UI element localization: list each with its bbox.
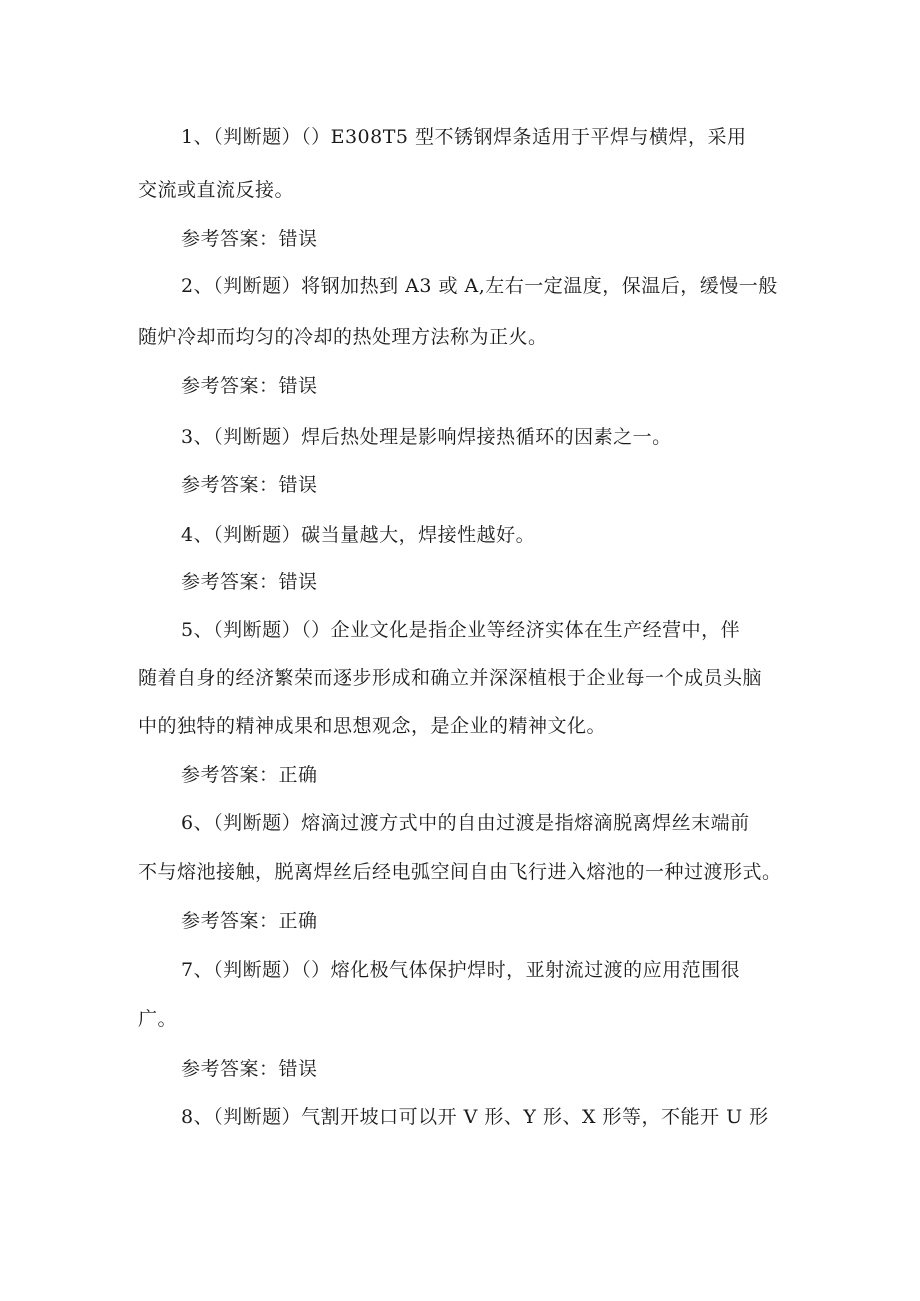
question-3-answer: 参考答案：错误 — [181, 474, 318, 496]
question-2-line-2: 随炉冷却而均匀的冷却的热处理方法称为正火。 — [138, 326, 548, 348]
question-1-line-1: 1、（判断题）（）E308T5 型不锈钢焊条适用于平焊与横焊，采用 — [181, 126, 747, 148]
question-8-line-1: 8、（判断题）气割开坡口可以开 V 形、Y 形、X 形等，不能开 U 形 — [181, 1106, 769, 1128]
question-3-line-1: 3、（判断题）焊后热处理是影响焊接热循环的因素之一。 — [181, 426, 672, 448]
question-6-line-1: 6、（判断题）熔滴过渡方式中的自由过渡是指熔滴脱离焊丝末端前 — [181, 812, 750, 834]
question-2-line-1: 2、（判断题）将钢加热到 A3 或 A,左右一定温度，保温后，缓慢一般 — [181, 275, 778, 297]
question-4-answer: 参考答案：错误 — [181, 571, 318, 593]
question-7-answer: 参考答案：错误 — [181, 1058, 318, 1080]
question-5-line-3: 中的独特的精神成果和思想观念，是企业的精神文化。 — [138, 715, 607, 737]
question-6-line-2: 不与熔池接触，脱离焊丝后经电弧空间自由飞行进入熔池的一种过渡形式。 — [138, 861, 782, 883]
question-5-answer: 参考答案：正确 — [181, 764, 318, 786]
question-7-line-2: 广。 — [138, 1008, 178, 1030]
question-5-line-2: 随着自身的经济繁荣而逐步形成和确立并深深植根于企业每一个成员头脑 — [138, 667, 763, 689]
question-1-answer: 参考答案：错误 — [181, 228, 318, 250]
question-7-line-1: 7、（判断题）（）熔化极气体保护焊时，亚射流过渡的应用范围很 — [181, 959, 741, 981]
question-4-line-1: 4、（判断题）碳当量越大，焊接性越好。 — [181, 524, 536, 546]
question-6-answer: 参考答案：正确 — [181, 910, 318, 932]
question-2-answer: 参考答案：错误 — [181, 375, 318, 397]
question-1-line-2: 交流或直流反接。 — [138, 179, 295, 201]
question-5-line-1: 5、（判断题）（）企业文化是指企业等经济实体在生产经营中，伴 — [181, 619, 741, 641]
